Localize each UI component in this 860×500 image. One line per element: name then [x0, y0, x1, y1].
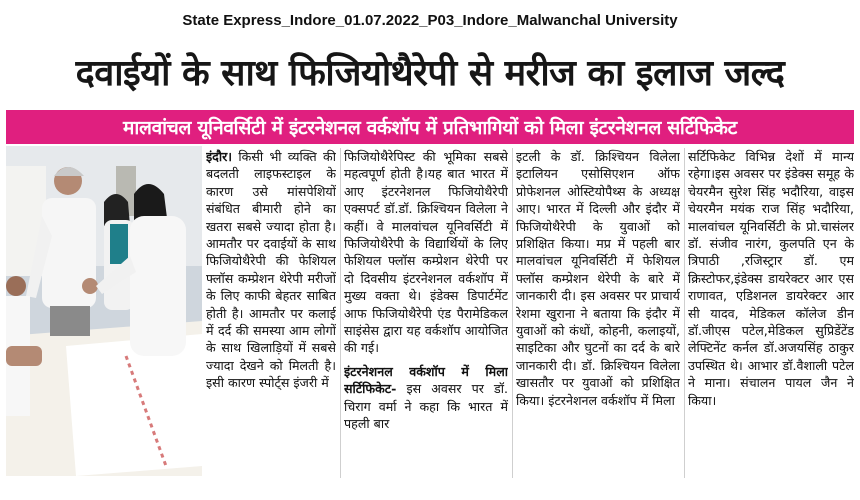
subheadline-band — [6, 110, 854, 144]
article-column-2 — [344, 148, 508, 478]
article-text: सर्टिफिकेट विभिन्न देशों में मान्य रहेगा।इस अवसर पर इंडेक्स समूह के चेयरमैन सुरेश सिंह भदौरिया, वाइस चेयरमैन मयंक राज सिंह भदौरिया, मालवांचल यूनिवर्सिटी के प्रो.चासंलर डॉ. संजीव नारंग, कुलपति एन के त्रिपाठी ,रजिस्ट्रार डॉ. एम क्रिस्टोफर,इंडेक्स डायरेक्टर आर एस राणावत, एडिशनल डायरेक्टर आर सी यादव, मेडिकल कॉलेज डीन डॉ.जीएस पटेल,मेडिकल सुप्रिडेंटेंड लेफ्टिनेंट कर्नल डॉ.अजयसिंह ठाकुर उपस्थित थे। आभार डॉ.वैशाली पटेल ने माना। संचालन पायल जैन ने किया। — [688, 149, 854, 408]
article-text: किसी भी व्यक्ति की बदलती लाइफस्टाइल के कारण उसे मांसपेशियों संबंधित बीमारी होने का खतरा सबसे ज्यादा होता है।आमतौर पर दवाईयों के साथ फिजियोथैरेपी की फेशियल फ्लॉस कम्प्रेशन थेरेपी मरीजों के लिए काफी बेहतर साबित होती है। आमतौर पर कलाई में दर्द की समस्या आम लोगों के साथ खिलाड़ियों में सबसे ज्यादा देखने को मिलती है। इसी कारण स्पोर्ट्स इंजरी में — [206, 149, 336, 391]
workshop-photo — [6, 146, 202, 476]
column-rule — [512, 148, 513, 478]
article-subheading: इंटरनेशनल वर्कशॉप में मिला सर्टिफिकेट- — [344, 363, 508, 397]
clipping-source-line: State Express_Indore_01.07.2022_P03_Indore_Malwanchal University — [182, 12, 678, 29]
column-rule — [340, 148, 341, 478]
column-rule — [684, 148, 685, 478]
dateline: इंदौर। — [206, 149, 233, 164]
article-text: फिजियोथैरेपिस्ट की भूमिका सबसे महत्वपूर्ण होती है।यह बात भारत में आए इंटरनेशनल फिजियोथैरेपी एक्सपर्ट डॉ.डॉ. क्रिश्चियन विलेला ने कहीं। वे मालवांचल यूनिवर्सिटी में फिजियोथैरेपी के विद्यार्थियों के लिए फेशियल फ्लॉस कम्प्रेशन थेरेपी पर दो दिवसीय इंटरनेशनल वर्कशॉप में मुख्य वक्ता थे। इंडेक्स डिपार्टमेंट आफ फिजियोथैरेपी एंड पैरामेडिकल साइंसेस द्वारा यह वर्कशॉप आयोजित की गई। — [344, 149, 508, 356]
article-text: इस अवसर पर डॉ. चिराग वर्मा ने कहा कि भारत में पहली बार — [344, 381, 508, 432]
article-text: इटली के डॉ. क्रिश्चियन विलेला इटालियन एसोसिएशन ऑफ प्रोफेशनल ओस्टियोपैथ्स के अध्यक्ष आए। भारत में दिल्ली और इंदौर में फिजियोथैरेपी के युवाओं को प्रशिक्षित किया। मप्र में पहली बार मालवांचल यूनिवर्सिटी में फेशियल फ्लॉस कम्प्रेशन थेरेपी के बारे में जानकारी दी। इस अवसर पर प्राचार्य रेशमा खुराना ने बताया कि इंदौर में युवाओं को कंधों, कोहनी, कलाइयों, साइटिका और घुटनों का दर्द के बारे जानकारी दी। डॉ. क्रिश्चियन विलेला खासतौर पर युवाओं को प्रशिक्षित किया। इंटरनेशनल वर्कशॉप में मिला — [516, 149, 680, 408]
workshop-photo-illustration — [6, 146, 202, 476]
article-column-1 — [206, 148, 336, 478]
article-column-4 — [688, 148, 854, 478]
headline: दवाईयों के साथ फिजियोथैरेपी से मरीज का इलाज जल्द — [75, 53, 785, 94]
article-column-3 — [516, 148, 680, 478]
subheadline: मालवांचल यूनिवर्सिटी में इंटरनेशनल वर्कशॉप में प्रतिभागियों को मिला इंटरनेशनल सर्टिफिकेट — [123, 117, 737, 139]
